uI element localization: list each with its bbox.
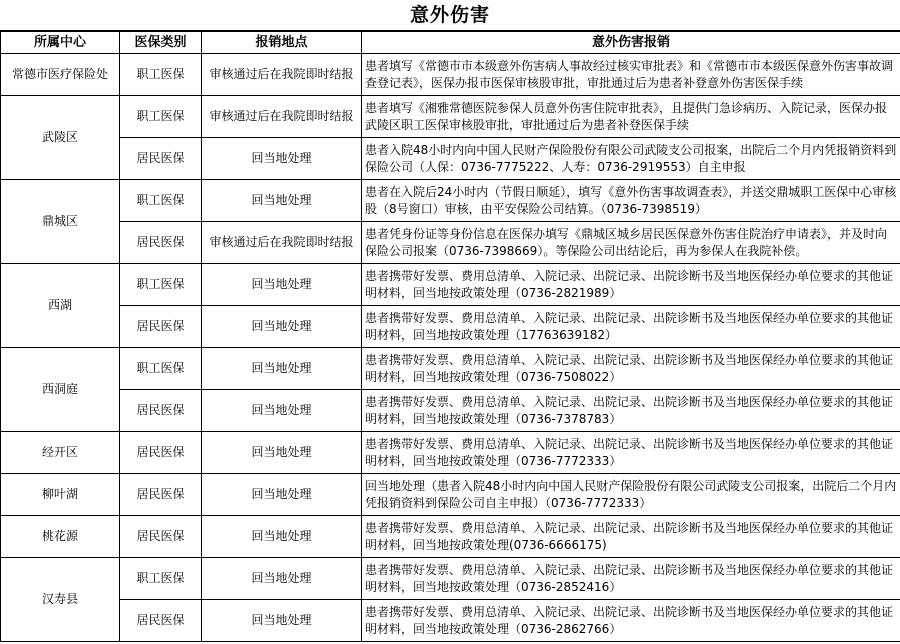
header-accident-reimbursement: 意外伤害报销 [362, 32, 900, 54]
cell-insurance-type: 居民医保 [120, 306, 202, 348]
cell-reimbursement-detail: 回当地处理（患者入院48小时内向中国人民财产保险股份有限公司武陵支公司报案，出院后二个月内凭报销资料到保险公司自主申报）（0736-7772333） [362, 474, 900, 516]
table-row [1, 348, 900, 390]
cell-insurance-type: 职工医保 [120, 558, 202, 600]
cell-center: 柳叶湖 [1, 474, 120, 516]
reimbursement-table [0, 31, 900, 642]
cell-insurance-type: 居民医保 [120, 432, 202, 474]
cell-center: 常德市医疗保险处 [1, 54, 120, 96]
cell-insurance-type: 职工医保 [120, 264, 202, 306]
cell-reimburse-place: 回当地处理 [202, 558, 362, 600]
cell-reimburse-place: 审核通过后在我院即时结报 [202, 222, 362, 264]
table-row [1, 432, 900, 474]
cell-insurance-type: 居民医保 [120, 474, 202, 516]
cell-reimbursement-detail: 患者携带好发票、费用总清单、入院记录、出院记录、出院诊断书及当地医保经办单位要求的其他证明材料，回当地按政策处理(0736-6666175) [362, 516, 900, 558]
cell-reimburse-place: 审核通过后在我院即时结报 [202, 96, 362, 138]
cell-reimbursement-detail: 患者携带好发票、费用总清单、入院记录、出院记录、出院诊断书及当地医保经办单位要求的其他证明材料，回当地按政策处理（0736-7378783） [362, 390, 900, 432]
cell-reimbursement-detail: 患者携带好发票、费用总清单、入院记录、出院记录、出院诊断书及当地医保经办单位要求的其他证明材料，回当地按政策处理（0736-2821989） [362, 264, 900, 306]
cell-center: 西湖 [1, 264, 120, 348]
cell-reimburse-place: 回当地处理 [202, 390, 362, 432]
cell-reimburse-place: 审核通过后在我院即时结报 [202, 54, 362, 96]
table-row [1, 516, 900, 558]
cell-reimburse-place: 回当地处理 [202, 306, 362, 348]
cell-reimbursement-detail: 患者携带好发票、费用总清单、入院记录、出院记录、出院诊断书及当地医保经办单位要求的其他证明材料，回当地按政策处理（0736-2862766） [362, 600, 900, 642]
table-body [1, 54, 900, 642]
cell-reimbursement-detail: 患者入院48小时内向中国人民财产保险股份有限公司武陵支公司报案，出院后二个月内凭报销资料到保险公司（人保：0736-7775222、人寿：0736-2919553）自主申报 [362, 138, 900, 180]
cell-reimburse-place: 回当地处理 [202, 600, 362, 642]
cell-insurance-type: 居民医保 [120, 390, 202, 432]
cell-insurance-type: 居民医保 [120, 516, 202, 558]
cell-center: 经开区 [1, 432, 120, 474]
cell-reimbursement-detail: 患者携带好发票、费用总清单、入院记录、出院记录、出院诊断书及当地医保经办单位要求的其他证明材料，回当地按政策处理（17763639182） [362, 306, 900, 348]
cell-reimburse-place: 回当地处理 [202, 474, 362, 516]
table-row [1, 96, 900, 138]
cell-reimburse-place: 回当地处理 [202, 516, 362, 558]
cell-reimbursement-detail: 患者携带好发票、费用总清单、入院记录、出院记录、出院诊断书及当地医保经办单位要求的其他证明材料，回当地按政策处理（0736-7508022） [362, 348, 900, 390]
cell-insurance-type: 居民医保 [120, 138, 202, 180]
cell-insurance-type: 职工医保 [120, 180, 202, 222]
cell-reimbursement-detail: 患者凭身份证等身份信息在医保办填写《鼎城区城乡居民医保意外伤害住院治疗申请表》，并及时向保险公司报案（0736-7398669）。等保险公司出结论后，再为参保人在我院补偿。 [362, 222, 900, 264]
table-row [1, 54, 900, 96]
header-insurance-type: 医保类别 [120, 32, 202, 54]
table-row [1, 558, 900, 600]
cell-insurance-type: 职工医保 [120, 348, 202, 390]
cell-reimburse-place: 回当地处理 [202, 180, 362, 222]
header-reimburse-place: 报销地点 [202, 32, 362, 54]
cell-insurance-type: 职工医保 [120, 54, 202, 96]
table-row [1, 138, 900, 180]
cell-center: 西洞庭 [1, 348, 120, 432]
cell-reimburse-place: 回当地处理 [202, 432, 362, 474]
cell-reimburse-place: 回当地处理 [202, 138, 362, 180]
table-row [1, 222, 900, 264]
cell-reimburse-place: 回当地处理 [202, 348, 362, 390]
page-title: 意外伤害 [0, 0, 900, 31]
cell-center: 鼎城区 [1, 180, 120, 264]
header-row [1, 32, 900, 54]
cell-reimbursement-detail: 患者填写《湘雅常德医院参保人员意外伤害住院审批表》，且提供门急诊病历、入院记录，医保办报武陵区职工医保审核股审批，审批通过后为患者补登医保手续 [362, 96, 900, 138]
cell-insurance-type: 居民医保 [120, 222, 202, 264]
cell-insurance-type: 居民医保 [120, 600, 202, 642]
table-row [1, 600, 900, 642]
header-center: 所属中心 [1, 32, 120, 54]
table-row [1, 390, 900, 432]
table-row [1, 180, 900, 222]
table-row [1, 474, 900, 516]
cell-reimbursement-detail: 患者填写《常德市市本级意外伤害病人事故经过核实审批表》和《常德市市本级医保意外伤害事故调查登记表》，医保办报市医保审核股审批，审批通过后为患者补登意外伤害医保手续 [362, 54, 900, 96]
cell-center: 武陵区 [1, 96, 120, 180]
table-row [1, 306, 900, 348]
cell-reimbursement-detail: 患者携带好发票、费用总清单、入院记录、出院记录、出院诊断书及当地医保经办单位要求的其他证明材料，回当地按政策处理（0736-7772333） [362, 432, 900, 474]
cell-reimbursement-detail: 患者在入院后24小时内（节假日顺延），填写《意外伤害事故调查表》，并送交鼎城职工医保中心审核股（8号窗口）审核，由平安保险公司结算。（0736-7398519） [362, 180, 900, 222]
cell-center: 桃花源 [1, 516, 120, 558]
cell-reimburse-place: 回当地处理 [202, 264, 362, 306]
table-row [1, 264, 900, 306]
cell-insurance-type: 职工医保 [120, 96, 202, 138]
cell-reimbursement-detail: 患者携带好发票、费用总清单、入院记录、出院记录、出院诊断书及当地医保经办单位要求的其他证明材料，回当地按政策处理（0736-2852416） [362, 558, 900, 600]
cell-center: 汉寿县 [1, 558, 120, 642]
